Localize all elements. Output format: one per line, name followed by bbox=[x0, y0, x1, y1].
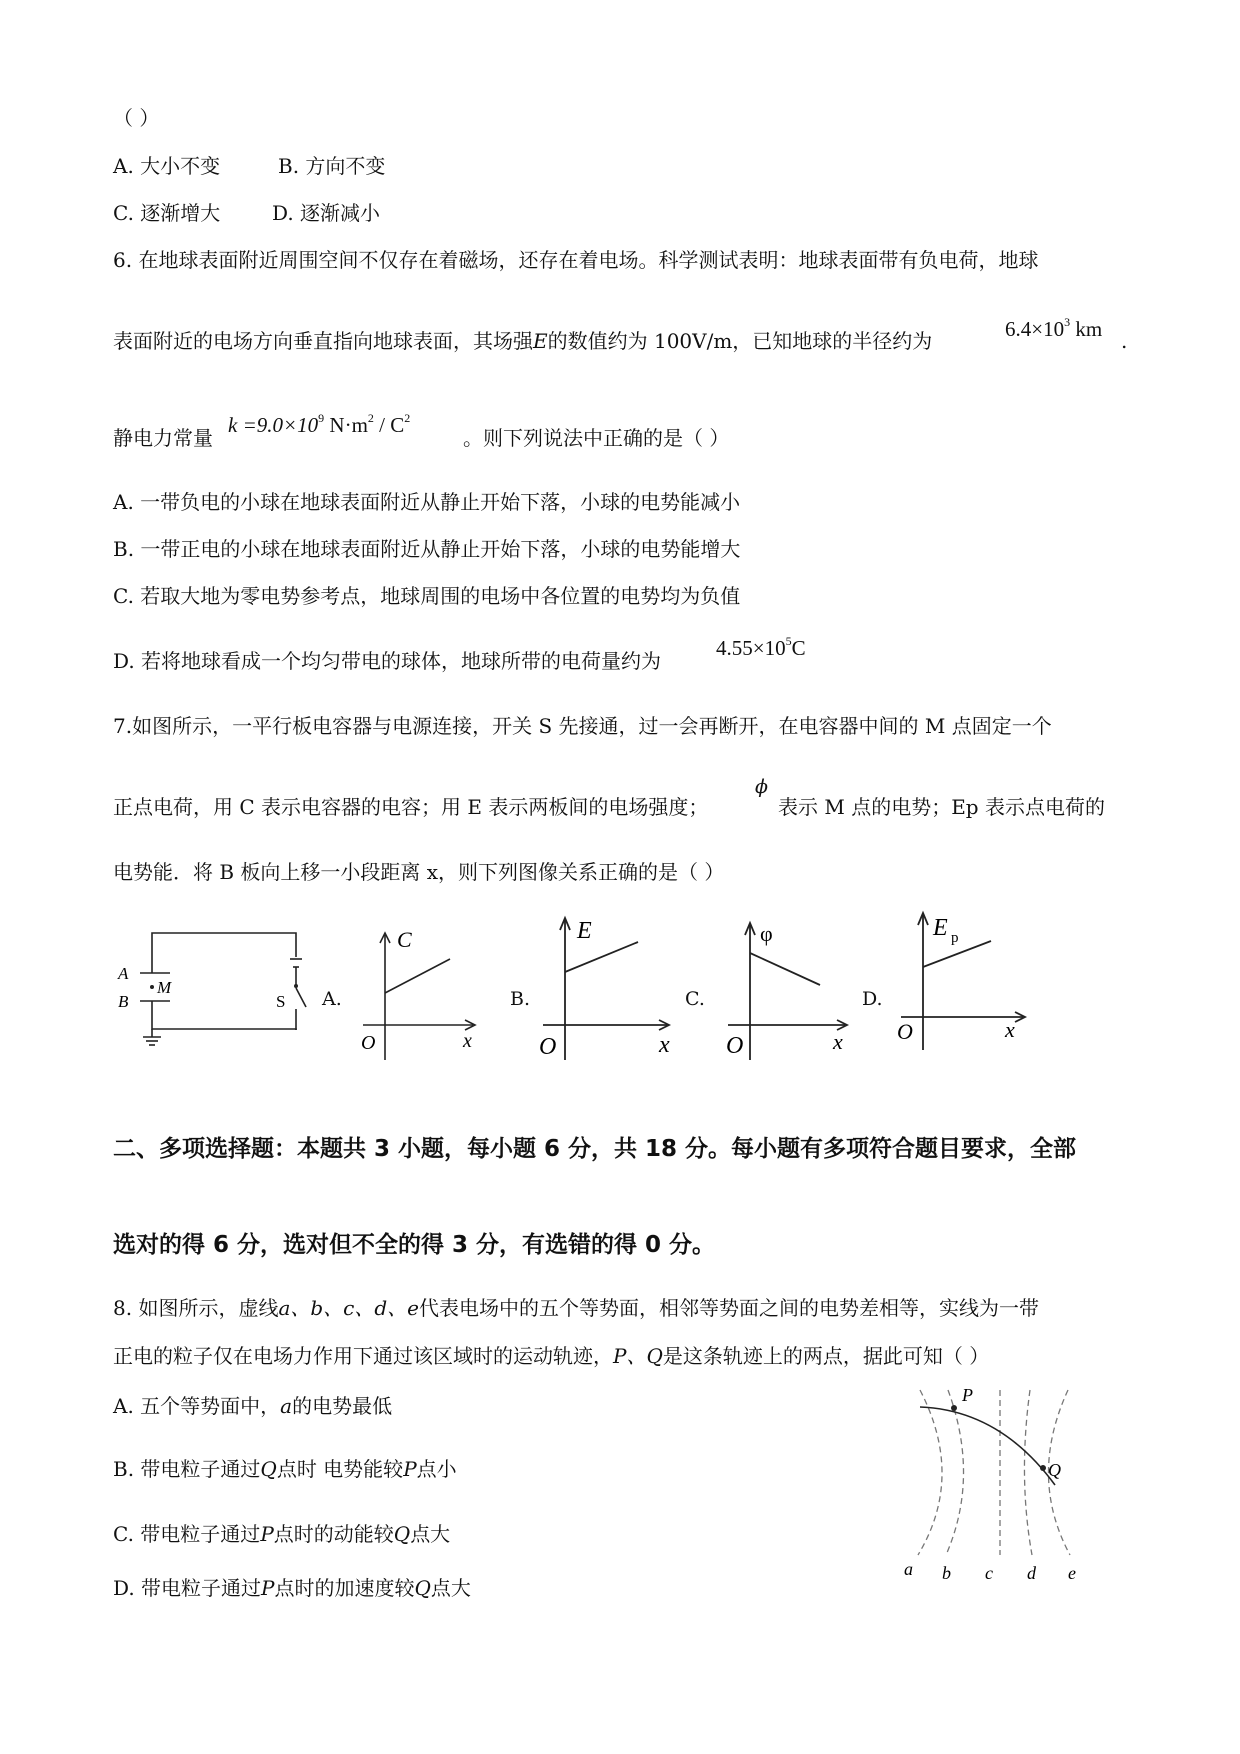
switch-label: S bbox=[276, 992, 286, 1011]
graph-b-e-vs-x bbox=[535, 910, 685, 1070]
plate-a-label: A bbox=[118, 964, 129, 983]
q5-answer-bracket: （ ） bbox=[113, 106, 160, 130]
surface-b-label: b bbox=[942, 1563, 951, 1583]
graph-c-y-label: φ bbox=[760, 921, 773, 946]
point-p-label: P bbox=[962, 1385, 973, 1405]
q6-option-c: C. 若取大地为零电势参考点，地球周围的电场中各位置的电势均为负值 bbox=[113, 584, 741, 608]
phi-symbol: ϕ bbox=[755, 776, 768, 798]
q6-line2-period: . bbox=[1121, 329, 1128, 353]
q7-stem-line2-a: 正点电荷，用 C 表示电容器的电容；用 E 表示两板间的电场强度； bbox=[113, 795, 709, 819]
surface-b bbox=[946, 1390, 964, 1555]
graph-a-option-label: A. bbox=[322, 988, 342, 1010]
particle-trajectory bbox=[920, 1407, 1055, 1485]
graph-c-x-label: x bbox=[833, 1029, 843, 1054]
q6-stem-line3-b: 。则下列说法中正确的是（ ） bbox=[463, 426, 730, 450]
point-p-dot bbox=[951, 1405, 957, 1411]
q8-option-c: C. 带电粒子通过P点时的动能较Q点大 bbox=[113, 1522, 451, 1546]
q8-stem-line2: 正电的粒子仅在电场力作用下通过该区域时的运动轨迹，P、Q是这条轨迹上的两点，据此可知（ ） bbox=[113, 1344, 990, 1368]
graph-b-y-label: E bbox=[577, 918, 592, 944]
graph-d-x-label: x bbox=[1005, 1017, 1015, 1042]
q6-option-b: B. 一带正电的小球在地球表面附近从静止开始下落，小球的电势能增大 bbox=[113, 537, 741, 561]
q6-stem-line1: 6. 在地球表面附近周围空间不仅存在着磁场，还存在着电场。科学测试表明：地球表面带有负电荷，地球 bbox=[113, 248, 1039, 272]
graph-b-origin: O bbox=[539, 1034, 557, 1060]
surface-d-label: d bbox=[1027, 1563, 1036, 1583]
point-m-label: M bbox=[157, 978, 172, 997]
graph-c-option-label: C. bbox=[685, 988, 705, 1010]
graph-b-option-label: B. bbox=[510, 988, 531, 1010]
earth-radius-formula: $6.4\times 10^3$ km bbox=[1005, 315, 1103, 341]
graph-b-x-label: x bbox=[659, 1032, 670, 1058]
graph-d-origin: O bbox=[897, 1019, 913, 1044]
graph-c-origin: O bbox=[726, 1033, 744, 1059]
surface-a bbox=[918, 1390, 942, 1555]
q8-option-a: A. 五个等势面中，a的电势最低 bbox=[113, 1394, 393, 1418]
q7-stem-line3: 电势能．将 B 板向上移一小段距离 x，则下列图像关系正确的是（ ） bbox=[113, 860, 725, 884]
q6-option-a: A. 一带负电的小球在地球表面附近从静止开始下落，小球的电势能减小 bbox=[113, 490, 741, 514]
surface-a-label: a bbox=[904, 1559, 913, 1579]
surface-e-label: e bbox=[1068, 1563, 1076, 1583]
section2-heading-line1: 二、多项选择题：本题共 3 小题，每小题 6 分，共 18 分。每小题有多项符合题目要求，全部 bbox=[113, 1136, 1077, 1162]
q5-option-d: D. 逐渐减小 bbox=[272, 201, 381, 225]
point-q-label: Q bbox=[1048, 1460, 1061, 1480]
surface-d bbox=[1024, 1390, 1032, 1555]
surface-c-label: c bbox=[985, 1563, 993, 1583]
q5-option-a: A. 大小不变 bbox=[113, 154, 221, 178]
graph-d-y-subscript: p bbox=[951, 930, 959, 946]
section2-heading-line2: 选对的得 6 分，选对但不全的得 3 分，有选错的得 0 分。 bbox=[113, 1232, 716, 1258]
q5-option-b: B. 方向不变 bbox=[278, 154, 386, 178]
graph-d-option-label: D. bbox=[862, 988, 883, 1010]
graph-a-origin: O bbox=[361, 1032, 376, 1054]
q7-stem-line2-b: 表示 M 点的电势；Ep 表示点电荷的 bbox=[778, 795, 1105, 819]
graph-c-phi-vs-x bbox=[720, 915, 860, 1065]
equipotential-figure bbox=[890, 1385, 1100, 1583]
q8-option-d: D. 带电粒子通过P点时的加速度较Q点大 bbox=[113, 1576, 471, 1600]
graph-a-x-label: x bbox=[463, 1030, 472, 1052]
plate-b-label: B bbox=[118, 992, 129, 1011]
earth-charge-formula: $4.55\times 10^5C$ bbox=[716, 634, 806, 660]
graph-a-c-vs-x bbox=[355, 925, 485, 1065]
capacitor-circuit-figure bbox=[110, 925, 320, 1065]
q6-stem-line2: 表面附近的电场方向垂直指向地球表面，其场强E的数值约为 100V/m，已知地球的半径约为 bbox=[113, 329, 933, 353]
point-q-dot bbox=[1040, 1465, 1046, 1471]
q8-option-b: B. 带电粒子通过Q点时 电势能较P点小 bbox=[113, 1457, 457, 1481]
coulomb-constant-formula: $k =9.0\times 10^9$ $N\cdot m^2 / C^2$ bbox=[228, 411, 411, 437]
q6-option-d: D. 若将地球看成一个均匀带电的球体，地球所带的电荷量约为 bbox=[113, 649, 662, 673]
q5-option-c: C. 逐渐增大 bbox=[113, 201, 221, 225]
q8-stem-line1: 8. 如图所示，虚线a、b、c、d、e代表电场中的五个等势面，相邻等势面之间的电势差相等，实线为一带 bbox=[113, 1296, 1040, 1320]
graph-d-ep-vs-x bbox=[893, 905, 1043, 1055]
graph-d-y-label: E bbox=[933, 915, 948, 941]
q6-stem-line3-a: 静电力常量 bbox=[113, 426, 213, 450]
graph-a-y-label: C bbox=[397, 927, 412, 952]
q7-stem-line1: 7.如图所示，一平行板电容器与电源连接，开关 S 先接通，过一会再断开，在电容器中间的 M 点固定一个 bbox=[113, 714, 1052, 738]
